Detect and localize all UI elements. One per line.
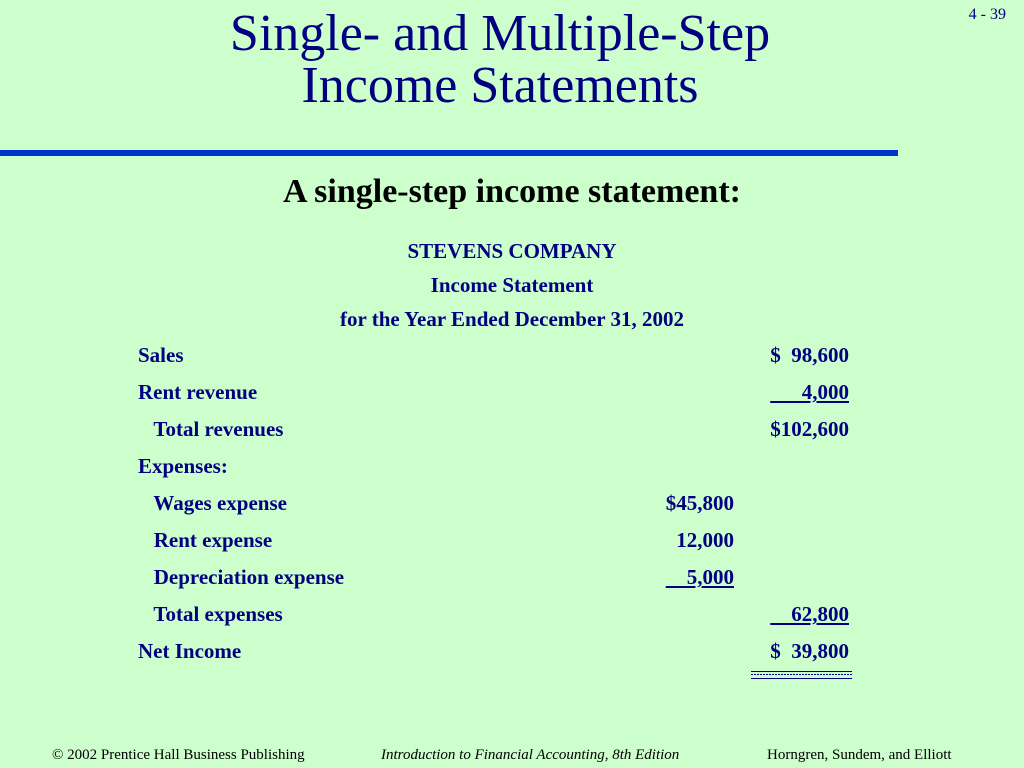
statement-row-expenses: [0, 454, 1024, 484]
title-divider: [0, 150, 898, 156]
footer-copyright: © 2002 Prentice Hall Business Publishing: [52, 747, 305, 763]
statement-row-wages: [0, 491, 1024, 521]
slide-title: [150, 5, 850, 114]
row-total-value: 4,000: [770, 380, 849, 404]
subtitle: A single-step income statement:: [283, 173, 741, 210]
company-name: STEVENS COMPANY: [407, 239, 617, 263]
row-detail-value: 5,000: [665, 565, 734, 589]
row-total-value: $102,600: [770, 417, 849, 441]
row-label: Wages expense: [138, 491, 287, 515]
row-label: Total expenses: [138, 602, 283, 626]
statement-row-depreciation: [0, 565, 1024, 595]
double-underline: [751, 671, 852, 679]
statement-row-net-income: [0, 639, 1024, 669]
row-total-value: 62,800: [770, 602, 849, 626]
statement-period: for the Year Ended December 31, 2002: [340, 307, 684, 331]
row-label: Rent expense: [138, 528, 273, 552]
footer-authors: Horngren, Sundem, and Elliott: [767, 747, 952, 763]
title-line-1: Single- and Multiple-Step: [229, 5, 771, 62]
row-label: Rent revenue: [138, 380, 258, 404]
title-line-2: Income Statements: [301, 57, 699, 114]
statement-row-rent-revenue: [0, 380, 1024, 410]
row-total-value: $ 39,800: [770, 639, 849, 663]
statement-name: Income Statement: [430, 273, 594, 297]
row-label: Sales: [138, 343, 184, 367]
statement-row-total-revenues: [0, 417, 1024, 447]
statement-row-total-expenses: [0, 602, 1024, 632]
footer-book-title: Introduction to Financial Accounting, 8th Edition: [381, 747, 680, 763]
row-detail-value: 12,000: [676, 528, 734, 552]
statement-row-sales: [0, 343, 1024, 373]
row-label: Depreciation expense: [138, 565, 345, 589]
slide-number: 4 - 39: [968, 6, 1006, 23]
row-label: Net Income: [138, 639, 242, 663]
row-total-value: $ 98,600: [770, 343, 849, 367]
row-label: Total revenues: [138, 417, 284, 441]
statement-row-rent-expense: [0, 528, 1024, 558]
row-label: Expenses:: [138, 454, 228, 478]
row-detail-value: $45,800: [665, 491, 734, 515]
